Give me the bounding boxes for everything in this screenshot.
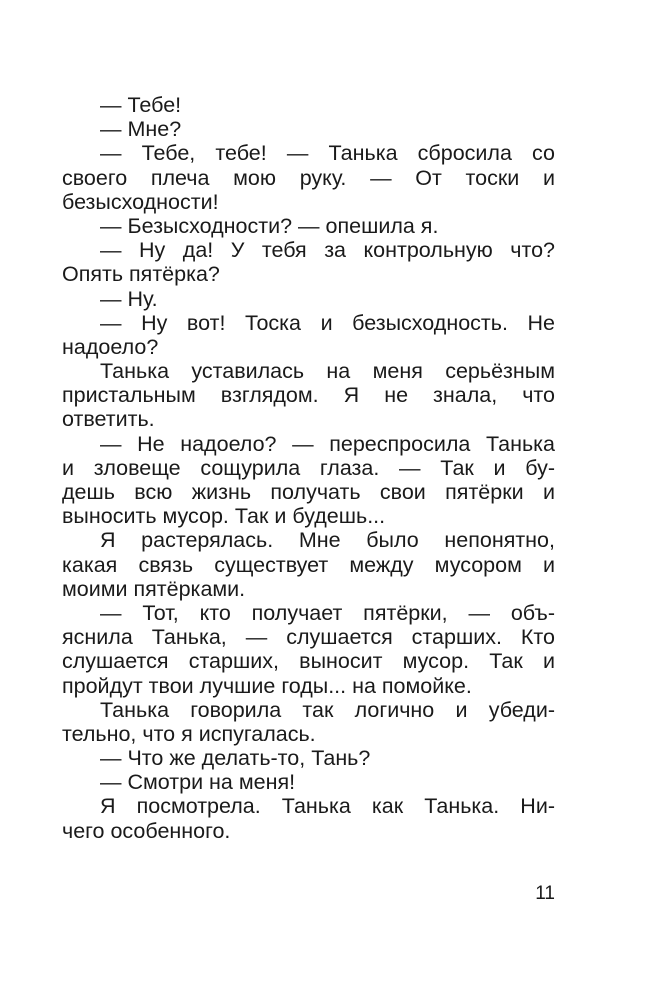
text-line: тельно, что я испугалась. xyxy=(62,721,316,746)
text-line: — Безысходности? — опешила я. xyxy=(100,213,439,238)
text-line: чего особенного. xyxy=(62,818,231,843)
text-line: — Ну да! У тебя за контрольную что? xyxy=(100,238,555,263)
text-line: — Тебе, тебе! — Танька сбросила со xyxy=(100,141,555,166)
text-line: — Смотри на меня! xyxy=(100,770,296,795)
text-line: — Тебе! xyxy=(100,93,182,117)
text-line: выносить мусор. Так и будешь... xyxy=(62,504,386,529)
text-line: и зловеще сощурила глаза. — Так и бу- xyxy=(62,455,555,480)
text-line: Я растерялась. Мне было непонятно, xyxy=(100,528,555,553)
text-line: — Не надоело? — переспросила Танька xyxy=(100,431,555,456)
text-line: своего плеча мою руку. — От тоски и xyxy=(62,165,555,190)
text-line: Я посмотрела. Танька как Танька. Ни- xyxy=(100,794,555,819)
text-line: какая связь существует между мусором и xyxy=(62,552,555,577)
text-line: Танька уставилась на меня серьёзным xyxy=(100,359,555,384)
text-line: Танька говорила так логично и убеди- xyxy=(100,697,555,722)
text-line: дешь всю жизнь получать свои пятёрки и xyxy=(62,480,555,504)
text-line: пройдут твои лучшие годы... на помойке. xyxy=(62,673,472,698)
text-line: слушается старших, выносит мусор. Так и xyxy=(62,649,555,674)
text-line: Опять пятёрка? xyxy=(62,262,220,287)
text-line: безысходности! xyxy=(62,189,219,214)
text-line: — Ну вот! Тоска и безысходность. Не xyxy=(100,310,555,335)
text-line: — Мне? xyxy=(100,117,182,142)
text-line: яснила Танька, — слушается старших. Кто xyxy=(62,625,555,650)
text-line: ответить. xyxy=(62,407,155,432)
text-line: пристальным взглядом. Я не знала, что xyxy=(62,383,555,408)
text-line: моими пятёрками. xyxy=(62,576,246,601)
book-page-text xyxy=(62,93,555,843)
page-number: 11 xyxy=(535,883,555,904)
text-line: надоело? xyxy=(62,334,159,359)
text-line: — Ну. xyxy=(100,286,158,311)
text-line: — Тот, кто получает пятёрки, — объ- xyxy=(100,600,555,625)
text-line: — Что же делать-то, Тань? xyxy=(100,746,371,771)
